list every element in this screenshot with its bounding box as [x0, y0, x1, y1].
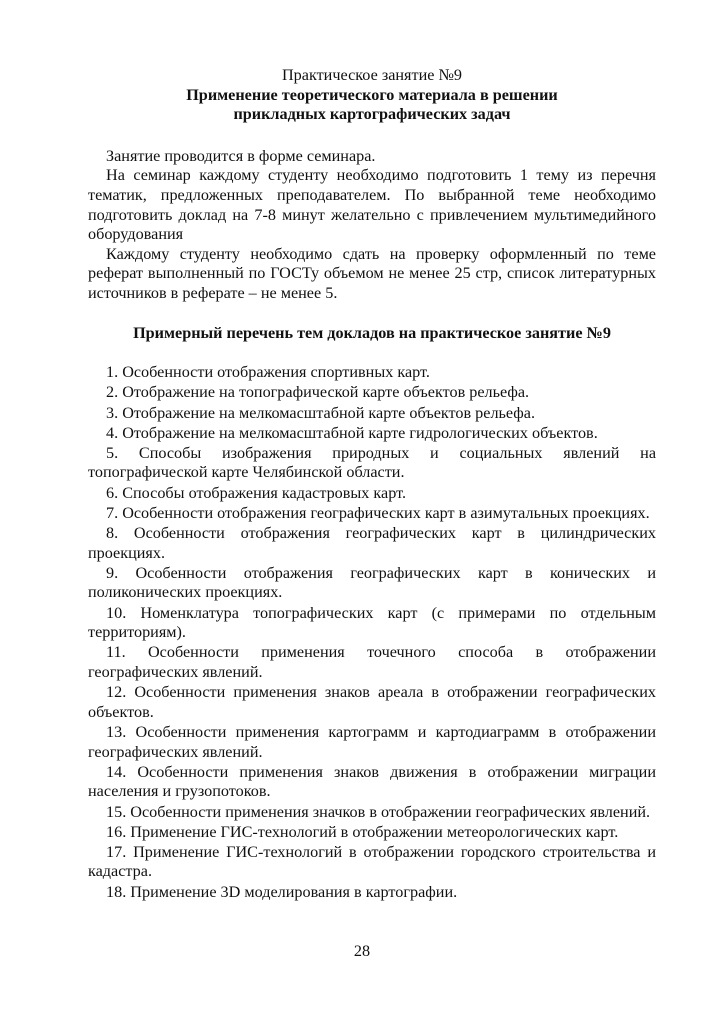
topic-item-17: 17. Применение ГИС-технологий в отображении городского строительства и кадастра.	[88, 842, 656, 881]
topics-list	[88, 363, 656, 902]
topic-item-9: 9. Особенности отображения географических карт в конических и поликонических проекциях.	[88, 563, 656, 602]
page-number: 28	[353, 942, 371, 960]
intro-paragraph-1: Занятие проводится в форме семинара.	[106, 146, 376, 165]
topic-item-7: 7. Особенности отображения географических карт в азимутальных проекциях.	[106, 503, 650, 522]
topic-item-15: 15. Особенности применения значков в отображении географических явлений.	[106, 802, 651, 821]
lesson-title-line-2: прикладных картографических задач	[233, 105, 511, 124]
topic-item-13: 13. Особенности применения картограмм и картодиаграмм в отображении географических явлений.	[88, 722, 656, 761]
topic-item-12: 12. Особенности применения знаков ареала в отображении географических объектов.	[88, 683, 656, 721]
topic-item-6: 6. Способы отображения кадастровых карт.	[106, 483, 407, 502]
topic-item-14: 14. Особенности применения знаков движения в отображении миграции населения и грузопотоков.	[88, 762, 656, 801]
document-page	[88, 66, 656, 903]
topic-item-16: 16. Применение ГИС-технологий в отображении метеорологических карт.	[106, 822, 619, 841]
topic-item-8: 8. Особенности отображения географических карт в цилиндрических проекциях.	[88, 524, 656, 562]
topic-item-3: 3. Отображение на мелкомасштабной карте объектов рельефа.	[106, 403, 536, 422]
lesson-title-line-1: Применение теоретического материала в решении	[186, 85, 558, 104]
page-header	[88, 66, 656, 125]
topic-item-1: 1. Особенности отображения спортивных карт.	[106, 363, 430, 382]
topic-item-4: 4. Отображение на мелкомасштабной карте гидрологических объектов.	[106, 423, 598, 442]
intro-section	[88, 147, 656, 304]
topic-item-11: 11. Особенности применения точечного способа в отображении географических явлений.	[88, 643, 656, 681]
topic-item-10: 10. Номенклатура топографических карт (с примерами по отдельным территориям).	[88, 603, 656, 642]
topic-item-18: 18. Применение 3D моделирования в картографии.	[106, 882, 458, 901]
topic-item-5: 5. Способы изображения природных и социальных явлений на топографической карте Челябинской области.	[88, 443, 656, 482]
lesson-subtitle: Практическое занятие №9	[281, 66, 463, 84]
topic-item-2: 2. Отображение на топографической карте объектов рельефа.	[106, 383, 530, 402]
intro-paragraph-3: Каждому студенту необходимо сдать на проверку оформленный по теме реферат выполненный по ГОСТу объемом не менее 25 стр, список литературных источников в реферате – не менее 5.	[88, 244, 656, 302]
topics-list-title: Примерный перечень тем докладов на практическое занятие №9	[133, 323, 611, 342]
intro-paragraph-2: На семинар каждому студенту необходимо подготовить 1 тему из перечня тематик, предложенных преподавателем. По выбранной теме необходимо подготовить доклад на 7-8 минут желательно с привлечением мультимедийного оборудования	[88, 166, 656, 244]
